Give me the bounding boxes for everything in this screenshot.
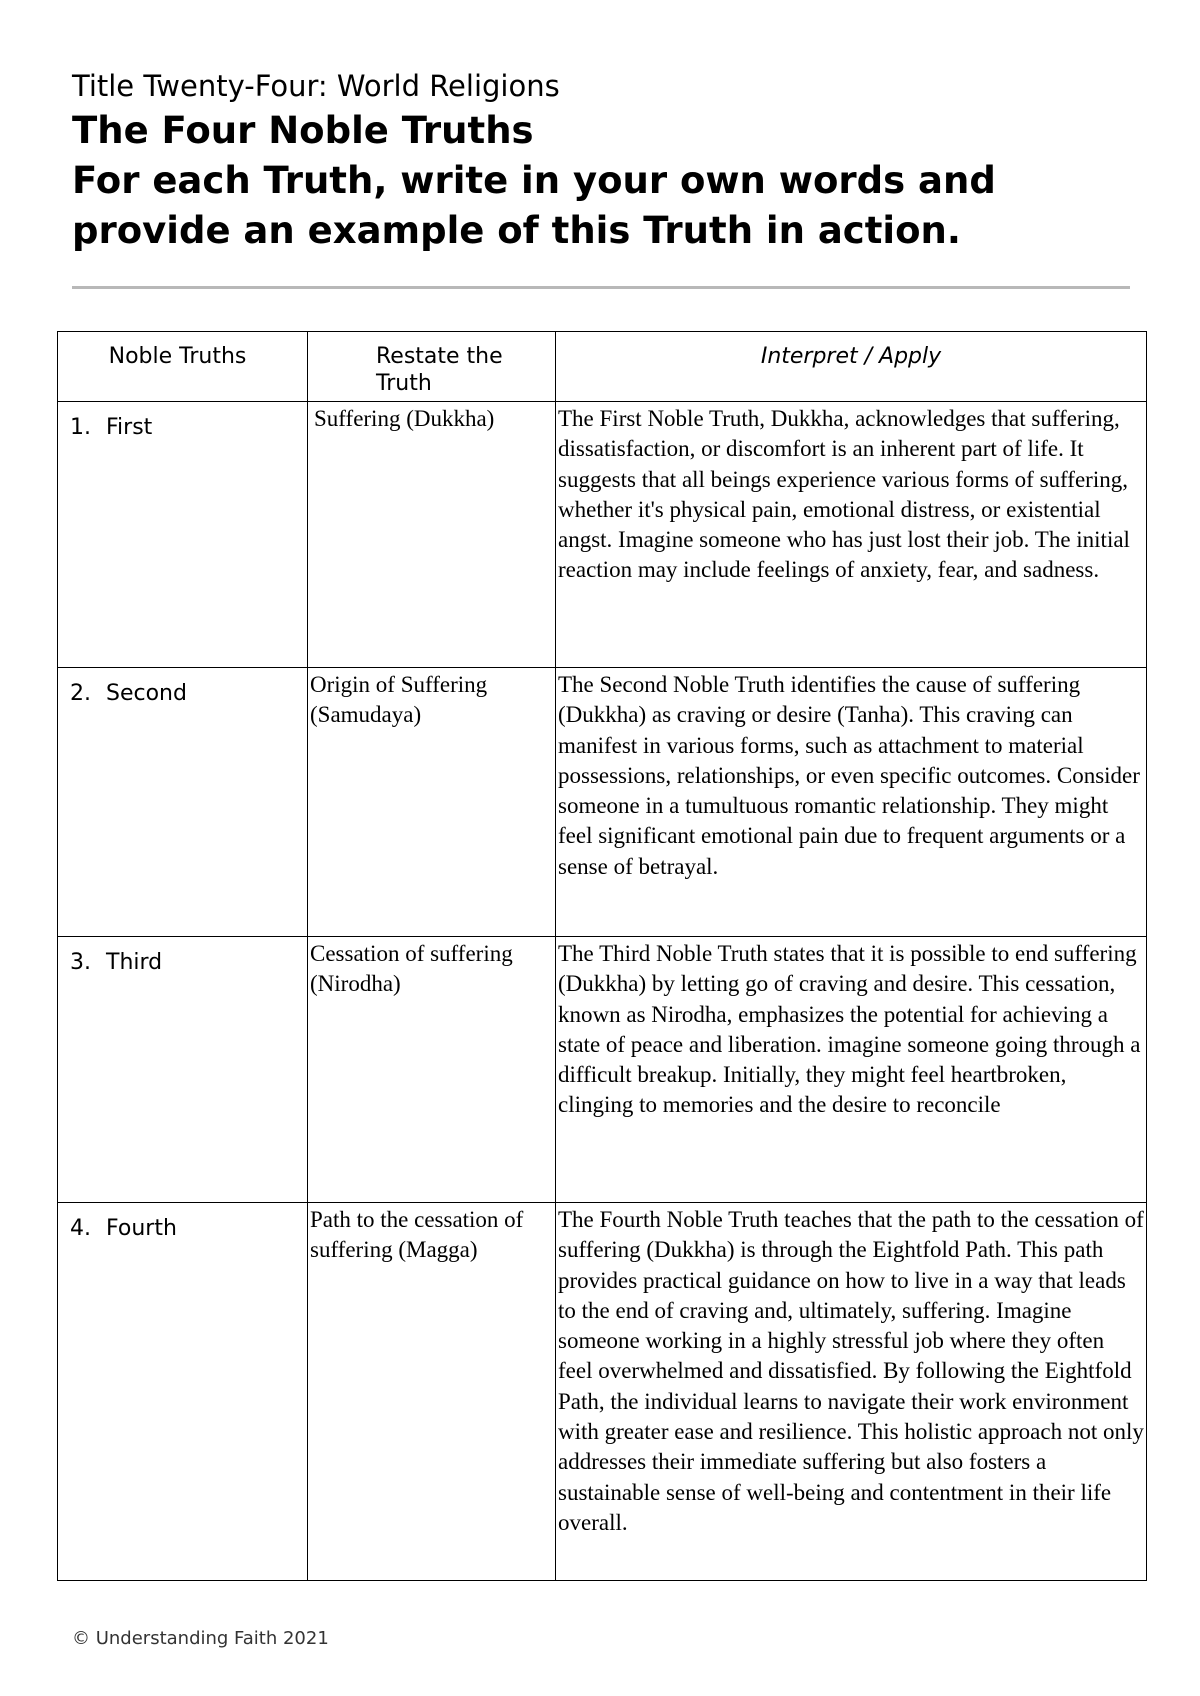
truth-number: 1.	[70, 415, 91, 440]
restate-cell: Origin of Suffering (Samudaya)	[308, 668, 556, 937]
interpret-cell: The Third Noble Truth states that it is possible to end suffering (Dukkha) by letting go of craving and desire. This cessation, known as Nirodha, emphasizes the potential for achieving a state of peace and liberation. imagine someone going through a difficult breakup. Initially, they might feel heartbroken, clinging to memories and the desire to reconcile	[556, 937, 1147, 1203]
table-row	[58, 1203, 1147, 1581]
interpret-cell: The First Noble Truth, Dukkha, acknowledges that suffering, dissatisfaction, or discomfort is an inherent part of life. It suggests that all beings experience various forms of suffering, whether it's physical pain, emotional distress, or existential angst. Imagine someone who has just lost their job. The initial reaction may include feelings of anxiety, fear, and sadness.	[556, 402, 1147, 668]
worksheet-instructions: For each Truth, write in your own words and provide an example of this Truth in action.	[72, 159, 996, 252]
table-header-row	[58, 332, 1147, 402]
column-header-interpret: Interpret / Apply	[556, 332, 1147, 402]
truth-number: 4.	[70, 1216, 91, 1241]
column-header-noble-truths: Noble Truths	[58, 332, 308, 402]
worksheet-title: The Four Noble Truths	[72, 109, 534, 152]
truth-name: Fourth	[106, 1216, 177, 1241]
table-row	[58, 668, 1147, 937]
table-row	[58, 402, 1147, 668]
column-header-restate: Restate the Truth	[308, 332, 556, 402]
restate-cell: Cessation of suffering (Nirodha)	[308, 937, 556, 1203]
interpret-cell: The Fourth Noble Truth teaches that the path to the cessation of suffering (Dukkha) is through the Eightfold Path. This path provides practical guidance on how to live in a way that leads to the end of craving and, ultimately, suffering. Imagine someone working in a highly stressful job where they often feel overwhelmed and dissatisfied. By following the Eightfold Path, the individual learns to navigate their work environment with greater ease and resilience. This holistic approach not only addresses their immediate suffering but also fosters a sustainable sense of well-being and contentment in their life overall.	[556, 1203, 1147, 1581]
truth-label-cell	[58, 668, 308, 937]
interpret-cell: The Second Noble Truth identifies the cause of suffering (Dukkha) as craving or desire (Tanha). This craving can manifest in various forms, such as attachment to material possessions, relationships, or even specific outcomes. Consider someone in a tumultuous romantic relationship. They might feel significant emotional pain due to frequent arguments or a sense of betrayal.	[556, 668, 1147, 937]
restate-cell: Suffering (Dukkha)	[308, 402, 556, 668]
truth-name: First	[106, 415, 153, 440]
table-row	[58, 937, 1147, 1203]
noble-truths-table	[57, 331, 1147, 1581]
copyright-footer: © Understanding Faith 2021	[72, 1628, 329, 1649]
restate-cell: Path to the cessation of suffering (Magga)	[308, 1203, 556, 1581]
truth-number: 2.	[70, 681, 91, 706]
truth-label-cell	[58, 402, 308, 668]
unit-subtitle: Title Twenty-Four: World Religions	[72, 69, 560, 103]
truth-label-cell	[58, 937, 308, 1203]
truth-number: 3.	[70, 950, 91, 975]
truth-name: Third	[106, 950, 163, 975]
worksheet-header	[72, 66, 1132, 256]
header-divider	[72, 286, 1130, 289]
truth-label-cell	[58, 1203, 308, 1581]
truth-name: Second	[106, 681, 187, 706]
